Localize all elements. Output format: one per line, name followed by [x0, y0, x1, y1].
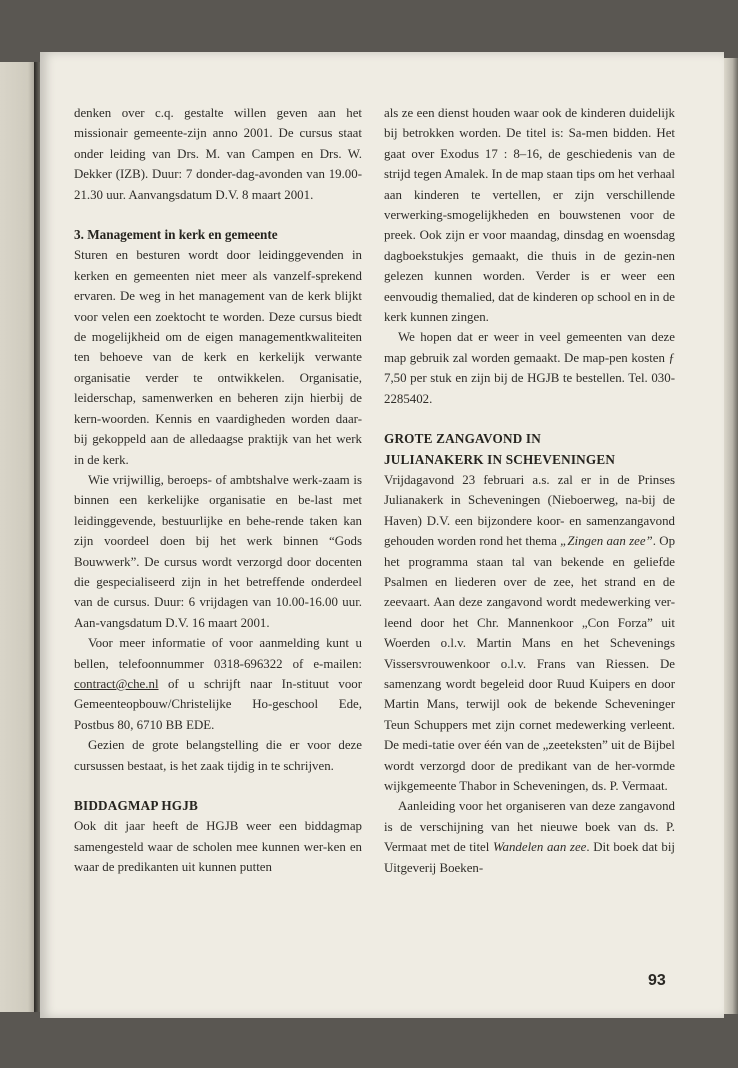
page-stack-edge [724, 58, 738, 1014]
page-number: 93 [648, 972, 666, 989]
left-column [74, 103, 362, 878]
intro-paragraph: denken over c.q. gestalte willen geven aan het missionair gemeente-zijn anno 2001. De cursus staat onder leiding van Drs. M. van Campen en Drs. W. Dekker (IZB). Duur: 7 donder-dag-avonden van 19.00-21.30 uur. Aanvangsdatum D.V. 8 maart 2001. [74, 106, 362, 202]
zangavond-text-b: . Op het programma staan tal van bekende en geliefde Psalmen en liederen over de zee, het strand en de zeevaart. Aan deze zangavond wordt medewerking ver-leend door het Chr. Mannenkoor „Con Forza” uit Woerden o.l.v. Martin Mans en het Schevenings Vissersvrouwenkoor o.l.v. Frans van Riessen. De samenzang wordt begeleid door Ruud Kuipers en door Martin Mans, terwijl ook de bekende Scheveninger Teun Schuppers met zijn cornet medewerking verleent. De medi-tatie over één van de „zeeteksten” uit de Bijbel wordt verzorgd door de predikant van de her-vormde wijkgemeente Thabor in Scheveningen, ds. P. Vermaat. [384, 534, 676, 793]
section3-paragraph-2: Wie vrijwillig, beroeps- of ambtshalve werk-zaam is binnen een kerkelijke organisatie en be-last met leidinggevende, bestuurlijke en behe-rende taken kan zijn voordeel doen bij het werk binnen “Gods Bouwwerk”. De cursus wordt verzorgd door docenten die gespecialiseerd zijn in het betreffende onderdeel van de cursus. Duur: 6 vrijdagen van 10.00-16.00 uur. Aan-vangsdatum D.V. 16 maart 2001. [74, 472, 362, 630]
section3-paragraph-1: Sturen en besturen wordt door leidinggevenden in kerken en gemeenten niet meer als vanzelf-sprekend ervaren. De weg in het management van de kerk blijkt voor velen een zoektocht te worden. Deze cursus biedt de mogelijkheid om de eigen managementkwaliteiten ten behoeve van de kerk en kerkelijk verwante organisatie verder te ontwikkelen. Organisatie, leiderschap, samenwerken en beheren zijn hierbij de kern-woorden. Kennis en vaardigheden worden daar-bij gekoppeld aan de alledaagse praktijk van het werk in de kerk. [74, 248, 362, 467]
book-title: Wandelen aan zee [492, 840, 587, 855]
right-column [384, 103, 675, 878]
contact-email-link[interactable]: contract@che.nl [74, 676, 159, 691]
zangavond-text-a: Vrijdagavond 23 februari a.s. zal er in de Prinses Julianakerk in Scheveningen (Nieboerweg, na-bij de Haven) D.V. een bijzondere koor- en samenzangavond gehouden worden rond het thema [384, 472, 675, 549]
section3-paragraph-3 [74, 633, 362, 735]
zangavond-paragraph-1 [384, 470, 675, 797]
biddagmap-paragraph-2: We hopen dat er weer in veel gemeenten van deze map gebruik zal worden gemaakt. De map-pen kosten ƒ 7,50 per stuk en zijn bij de HGJB te bestellen. Tel. 030-2285402. [384, 330, 675, 406]
contact-text-before: Voor meer informatie of voor aanmelding kunt u bellen, telefoonnummer 0318-696322 of e-mailen: [74, 636, 362, 671]
section3-paragraph-4: Gezien de grote belangstelling die er voor deze cursussen bestaat, is het zaak tijdig in te schrijven. [74, 738, 362, 773]
biddagmap-continuation: als ze een dienst houden waar ook de kinderen duidelijk bij betrokken worden. De titel is: Sa-men bidden. Het gaat over Exodus 17 : 8–16, de geschiedenis van de strijd tegen Amalek. In de map staan tips om het verhaal aan kinderen te vertellen, er zijn verschillende verwerking-smogelijkheden en bouwstenen voor de preek. Ook zijn er voor maandag, dinsdag en woensdag dagboekstukjes gemaakt, die thuis in de gezin-nen gelezen kunnen worden. Verder is er weer een eenvoudig themalied, dat de kinderen op school en in de kerk kunnen zingen. [384, 106, 675, 325]
zangavond-theme: „Zingen aan zee” [560, 534, 653, 549]
zangavond-paragraph-2 [384, 796, 675, 878]
zangavond-p2-text-b: . Dit boek dat bij Uitgeverij Boeken- [384, 840, 675, 875]
zangavond-heading-line-2: JULIANAKERK IN SCHEVENINGEN [384, 451, 616, 467]
contact-text-after: of u schrijft naar In-stituut voor Gemeenteopbouw/Christelijke Ho-geschool Ede, Postbus 80, 6710 BB EDE. [74, 676, 362, 732]
biddagmap-heading: BIDDAGMAP HGJB [74, 798, 199, 813]
zangavond-heading-line-1: GROTE ZANGAVOND IN [384, 431, 541, 447]
biddagmap-paragraph-1: Ook dit jaar heeft de HGJB weer een biddagmap samengesteld waar de scholen mee kunnen wer-ken en waar de predikanten uit kunnen putten [74, 819, 362, 875]
section3-heading: 3. Management in kerk en gemeente [74, 227, 278, 243]
zangavond-p2-text-a: Aanleiding voor het organiseren van deze zangavond is de verschijning van het nieuwe boek van ds. P. Vermaat met de titel [384, 799, 675, 855]
